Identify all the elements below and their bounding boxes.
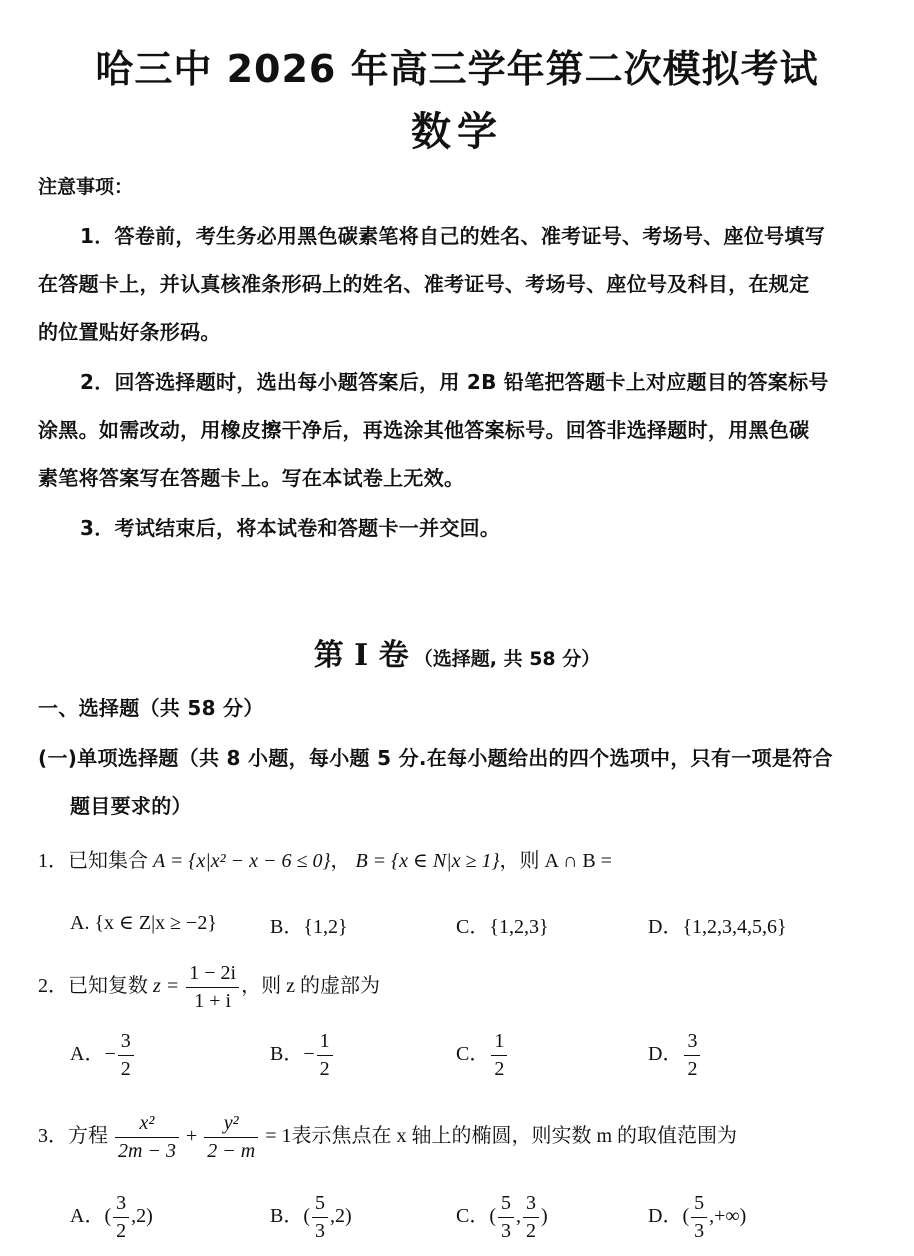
fraction-numerator: 5 — [498, 1192, 514, 1218]
q3-option-b — [270, 1192, 352, 1243]
option-fraction — [317, 1030, 333, 1081]
fraction-numerator: 1 — [491, 1030, 507, 1056]
fraction-numerator: 3 — [118, 1030, 134, 1056]
fraction-numerator: 1 − 2i — [186, 962, 239, 988]
question-number: 1． — [38, 850, 68, 872]
interval-close: ,2) — [131, 1205, 153, 1228]
minus-sign: − — [303, 1043, 315, 1066]
interval-close: ,2) — [330, 1205, 352, 1228]
minus-sign: − — [104, 1043, 116, 1066]
fraction-denominator: 2 — [687, 1058, 698, 1080]
open-paren: ( — [303, 1205, 311, 1228]
complex-fraction — [186, 962, 239, 1013]
fraction-numerator: 3 — [523, 1192, 539, 1218]
option-label: B． — [270, 1043, 304, 1066]
fraction-denominator: 2 − m — [207, 1140, 256, 1162]
option-label: D． — [648, 1043, 683, 1066]
fraction-numerator: y² — [204, 1112, 258, 1138]
section-header — [0, 630, 914, 674]
question-3 — [38, 1112, 737, 1163]
notice-item-1-line-2: 在答题卡上，并认真核准条形码上的姓名、准考证号、考场号、座位号及科目，在规定 — [38, 272, 810, 296]
option-fraction — [491, 1030, 507, 1081]
question-1 — [38, 844, 612, 873]
question-stem: 方程 — [68, 1125, 108, 1148]
question-2 — [38, 962, 380, 1013]
notice-item-1-line-3: 的位置贴好条形码。 — [38, 320, 221, 344]
part-sub-line-2: 题目要求的） — [70, 794, 192, 818]
option-fraction — [113, 1192, 129, 1243]
option-label: C． — [456, 1043, 490, 1066]
set-a: A = {x|x² − x − 6 ≤ 0} — [153, 850, 331, 872]
option-fraction — [523, 1192, 539, 1243]
interval-close: ) — [541, 1205, 548, 1228]
x-term-fraction — [115, 1112, 179, 1163]
question-number: 3． — [38, 1125, 68, 1148]
fraction-numerator: 3 — [113, 1192, 129, 1218]
q2-option-b — [270, 1030, 335, 1081]
fraction-denominator: 3 — [315, 1220, 326, 1242]
question-tail: ，则 A ∩ B = — [499, 850, 612, 872]
plus-sign: + — [185, 1125, 198, 1148]
q1-option-c: C．{1,2,3} — [456, 916, 549, 938]
q2-option-a — [70, 1030, 136, 1081]
question-tail: ，则 z 的虚部为 — [241, 975, 381, 998]
section-title: 第 I 卷 — [313, 638, 409, 673]
fraction-denominator: 2m − 3 — [118, 1140, 176, 1162]
q3-option-a — [70, 1192, 153, 1243]
part-heading: 一、选择题（共 58 分） — [38, 696, 264, 720]
fraction-numerator: 5 — [312, 1192, 328, 1218]
z-equals: z = — [153, 975, 180, 998]
set-b: B = {x ∈ N|x ≥ 1} — [355, 850, 500, 872]
notice-item-2-line-3: 素笔将答案写在答题卡上。写在本试卷上无效。 — [38, 466, 465, 490]
fraction-denominator: 2 — [116, 1220, 127, 1242]
option-fraction — [684, 1030, 700, 1081]
fraction-numerator: x² — [115, 1112, 179, 1138]
fraction-denominator: 3 — [694, 1220, 705, 1242]
subject-title: 数学 — [411, 108, 503, 155]
separator: ， — [330, 850, 351, 872]
fraction-denominator: 2 — [494, 1058, 505, 1080]
open-paren: ( — [489, 1205, 497, 1228]
option-fraction — [118, 1030, 134, 1081]
q3-option-c — [456, 1192, 548, 1243]
option-label: A． — [70, 1205, 105, 1228]
q3-option-d — [648, 1192, 746, 1243]
option-label: D． — [648, 1205, 683, 1228]
option-label: A． — [70, 1043, 105, 1066]
q2-option-d — [648, 1030, 702, 1081]
question-tail: 表示焦点在 x 轴上的椭圆，则实数 m 的取值范围为 — [291, 1125, 738, 1148]
open-paren: ( — [682, 1205, 690, 1228]
question-stem: 已知复数 — [68, 975, 148, 998]
fraction-denominator: 2 — [120, 1058, 131, 1080]
option-fraction — [312, 1192, 328, 1243]
equals-one: = 1 — [265, 1125, 292, 1148]
fraction-denominator: 2 — [319, 1058, 330, 1080]
option-fraction — [498, 1192, 514, 1243]
q1-option-b: B．{1,2} — [270, 916, 348, 938]
option-label: C． — [456, 1205, 490, 1228]
part-sub-line-1: (一)单项选择题（共 8 小题，每小题 5 分.在每小题给出的四个选项中，只有一项是符合 — [38, 746, 833, 770]
fraction-denominator: 3 — [501, 1220, 512, 1242]
q2-option-c — [456, 1030, 509, 1081]
q1-option-a: A. {x ∈ Z|x ≥ −2} — [70, 912, 217, 934]
section-subtitle: （选择题, 共 58 分） — [413, 648, 601, 670]
notice-item-1-line-1: 1．答卷前，考生务必用黑色碳素笔将自己的姓名、准考证号、考场号、座位号填写 — [80, 224, 826, 248]
interval-close: ,+∞) — [709, 1205, 747, 1228]
notice-heading: 注意事项： — [38, 176, 134, 198]
fraction-numerator: 1 — [317, 1030, 333, 1056]
fraction-denominator: 2 — [526, 1220, 537, 1242]
option-label: B． — [270, 1205, 304, 1228]
fraction-numerator: 5 — [691, 1192, 707, 1218]
question-stem: 已知集合 — [68, 850, 148, 872]
exam-title: 哈三中 2026 年高三学年第二次模拟考试 — [95, 47, 819, 91]
q1-option-d: D．{1,2,3,4,5,6} — [648, 916, 787, 938]
notice-item-2-line-1: 2．回答选择题时，选出每小题答案后，用 2B 铅笔把答题卡上对应题目的答案标号 — [80, 370, 829, 394]
fraction-numerator: 3 — [684, 1030, 700, 1056]
notice-item-3: 3．考试结束后，将本试卷和答题卡一并交回。 — [80, 516, 501, 540]
notice-item-2-line-2: 涂黑。如需改动，用橡皮擦干净后，再选涂其他答案标号。回答非选择题时，用黑色碳 — [38, 418, 810, 442]
comma: , — [516, 1205, 522, 1228]
y-term-fraction — [204, 1112, 258, 1163]
question-number: 2． — [38, 975, 68, 998]
option-fraction — [691, 1192, 707, 1243]
open-paren: ( — [104, 1205, 112, 1228]
fraction-denominator: 1 + i — [194, 990, 232, 1012]
